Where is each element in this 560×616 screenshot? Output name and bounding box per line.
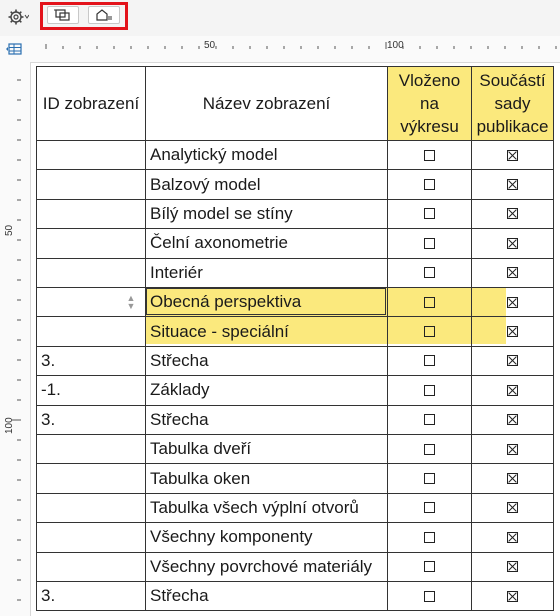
cell-in-set[interactable] [472, 464, 554, 493]
cell-name[interactable]: Všechny povrchové materiály [146, 553, 388, 582]
cell-placed[interactable] [388, 582, 472, 611]
cell-in-set[interactable] [472, 317, 554, 346]
cell-placed[interactable] [388, 376, 472, 405]
cell-id[interactable]: 3. [36, 347, 146, 376]
cell-placed[interactable] [388, 464, 472, 493]
cell-id[interactable] [36, 317, 146, 346]
checkbox-empty[interactable] [424, 297, 435, 308]
name-edit-field[interactable] [146, 288, 386, 315]
checkbox-empty[interactable] [424, 444, 435, 455]
cell-name[interactable]: Bílý model se stíny [146, 200, 388, 229]
cell-name[interactable]: Všechny komponenty [146, 523, 388, 552]
checkbox-empty[interactable] [424, 267, 435, 278]
checkbox-empty[interactable] [424, 591, 435, 602]
id-spinner[interactable] [124, 292, 138, 312]
checkbox-empty[interactable] [424, 150, 435, 161]
cell-placed[interactable] [388, 259, 472, 288]
table-settings-button[interactable] [0, 36, 30, 62]
cell-in-set[interactable] [472, 141, 554, 170]
checkbox-checked[interactable] [507, 297, 518, 308]
cell-name[interactable]: Čelní axonometrie [146, 229, 388, 258]
cell-in-set[interactable] [472, 170, 554, 199]
cell-in-set[interactable] [472, 229, 554, 258]
house-list-button[interactable] [88, 6, 120, 24]
checkbox-checked[interactable] [507, 179, 518, 190]
cell-placed[interactable] [388, 229, 472, 258]
checkbox-empty[interactable] [424, 473, 435, 484]
checkbox-checked[interactable] [507, 208, 518, 219]
cell-name[interactable]: Analytický model [146, 141, 388, 170]
cell-placed[interactable] [388, 317, 472, 346]
checkbox-checked[interactable] [507, 238, 518, 249]
cell-id[interactable] [36, 170, 146, 199]
horizontal-ruler[interactable] [30, 36, 560, 63]
checkbox-empty[interactable] [424, 355, 435, 366]
cell-id[interactable] [36, 523, 146, 552]
cell-name[interactable]: Tabulka dveří [146, 435, 388, 464]
cell-id[interactable] [36, 141, 146, 170]
cell-in-set[interactable] [472, 582, 554, 611]
ruler-label-50: 50 [204, 40, 216, 51]
cell-name[interactable]: Tabulka oken [146, 464, 388, 493]
checkbox-empty[interactable] [424, 561, 435, 572]
cell-name[interactable]: Základy [146, 376, 388, 405]
spinner-up-icon: ▲ [126, 293, 136, 303]
checkbox-empty[interactable] [424, 385, 435, 396]
cell-in-set[interactable] [472, 376, 554, 405]
cell-placed[interactable] [388, 200, 472, 229]
cell-in-set[interactable] [472, 347, 554, 376]
cell-id[interactable] [36, 200, 146, 229]
cell-placed[interactable] [388, 435, 472, 464]
checkbox-checked[interactable] [507, 385, 518, 396]
gear-icon [7, 8, 29, 26]
cell-id[interactable]: -1. [36, 376, 146, 405]
vruler-label-50: 50 [4, 224, 15, 236]
vertical-ruler[interactable] [0, 62, 31, 616]
checkbox-empty[interactable] [424, 326, 435, 337]
cell-name[interactable]: Situace - speciální [146, 317, 388, 346]
settings-button[interactable] [4, 6, 32, 28]
spinner-down-icon: ▼ [126, 301, 136, 311]
cell-in-set[interactable] [472, 259, 554, 288]
cell-in-set[interactable] [472, 523, 554, 552]
cell-placed[interactable] [388, 170, 472, 199]
checkbox-empty[interactable] [424, 238, 435, 249]
cell-id[interactable]: 3. [36, 582, 146, 611]
cell-in-set[interactable] [472, 406, 554, 435]
checkbox-checked[interactable] [507, 532, 518, 543]
cell-id[interactable]: 3. [36, 406, 146, 435]
ruler-label-100: 100 [387, 40, 404, 51]
house-list-icon [95, 8, 113, 22]
cell-name[interactable]: Tabulka všech výplní otvorů [146, 494, 388, 523]
header-in-set[interactable]: Součástí sady publikace [472, 66, 554, 141]
cell-in-set[interactable] [472, 435, 554, 464]
cell-placed[interactable] [388, 553, 472, 582]
cell-placed[interactable] [388, 523, 472, 552]
cell-name[interactable]: Střecha [146, 406, 388, 435]
cell-in-set[interactable] [472, 494, 554, 523]
cell-id[interactable] [36, 435, 146, 464]
cell-in-set[interactable] [472, 200, 554, 229]
checkbox-checked[interactable] [507, 150, 518, 161]
header-placed[interactable]: Vloženo na výkresu [388, 66, 472, 141]
checkbox-checked[interactable] [507, 473, 518, 484]
cell-in-set[interactable] [472, 288, 554, 317]
checkbox-empty[interactable] [424, 414, 435, 425]
cell-id[interactable] [36, 494, 146, 523]
table-grid-icon [6, 42, 24, 56]
zoom-fit-button[interactable] [47, 6, 79, 24]
checkbox-checked[interactable] [507, 561, 518, 572]
zoom-fit-icon [54, 8, 72, 22]
checkbox-empty[interactable] [424, 502, 435, 513]
checkbox-empty[interactable] [424, 208, 435, 219]
cell-name[interactable]: Střecha [146, 582, 388, 611]
toolbar [0, 0, 560, 36]
checkbox-checked[interactable] [507, 591, 518, 602]
cell-placed[interactable] [388, 288, 472, 317]
header-name[interactable]: Název zobrazení [146, 66, 388, 141]
cell-id[interactable] [36, 259, 146, 288]
cell-in-set[interactable] [472, 553, 554, 582]
cell-id[interactable] [36, 229, 146, 258]
checkbox-checked[interactable] [507, 326, 518, 337]
checkbox-empty[interactable] [424, 179, 435, 190]
header-id[interactable]: ID zobrazení [36, 66, 146, 141]
cell-placed[interactable] [388, 494, 472, 523]
checkbox-checked[interactable] [507, 267, 518, 278]
cell-placed[interactable] [388, 347, 472, 376]
checkbox-checked[interactable] [507, 444, 518, 455]
checkbox-checked[interactable] [507, 355, 518, 366]
cell-name[interactable]: Obecná perspektiva [146, 288, 388, 317]
cell-name[interactable]: Střecha [146, 347, 388, 376]
cell-id[interactable] [36, 553, 146, 582]
vruler-label-100: 100 [4, 417, 15, 434]
checkbox-checked[interactable] [507, 502, 518, 513]
cell-placed[interactable] [388, 141, 472, 170]
cell-placed[interactable] [388, 406, 472, 435]
cell-id[interactable] [36, 464, 146, 493]
cell-name[interactable]: Balzový model [146, 170, 388, 199]
checkbox-checked[interactable] [507, 414, 518, 425]
checkbox-empty[interactable] [424, 532, 435, 543]
cell-name[interactable]: Interiér [146, 259, 388, 288]
